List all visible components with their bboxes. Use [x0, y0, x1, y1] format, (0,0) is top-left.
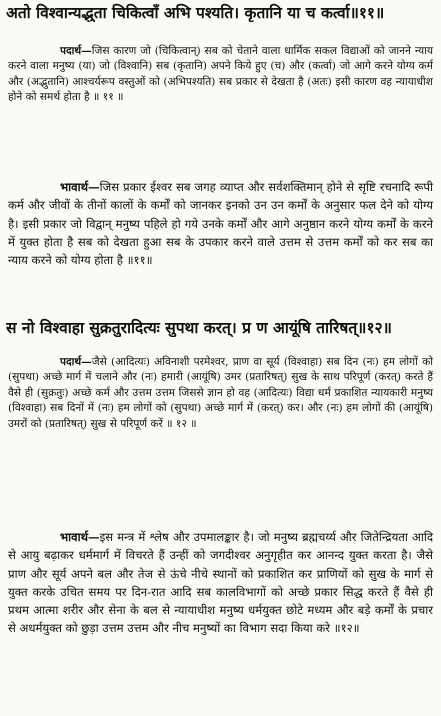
padartha-label: पदार्थ— — [60, 45, 92, 57]
verse-11-mantra: अतो विश्वान्यद्भुता चिकित्वाँ अभि पश्यति। कृतानि या च कर्त्वा॥११॥ — [6, 3, 385, 22]
bhavartha-text: इस मन्त्र में श्लेष और उपमालङ्कार है। जो मनुष्य ब्रह्मचर्य्य और जितेन्द्रियता आदि से आयु बढ़ाकर धर्ममार्ग में विचरते हैं उन्हीं को जगदीश्वर अनुगृहीत कर आनन्द युक्त करता है। जैसे प्राण और सूर्य अपने बल और तेज से ऊंचे नीचे स्थानों को प्रकाशित कर प्राणियों को सुख के मार्ग से युक्त करके उचित समय पर दिन-रात आदि सब कालविभागों को अच्छे प्रकार सिद्ध करते हैं वैसे ही प्रथम आत्मा शरीर और सेना के बल से न्यायाधीश मनुष्य धर्मयुक्त छोटे मध्यम और बड़े कर्मों के प्रचार से अधर्मयुक्त को छुड़ा उत्तम उत्तम और नीच मनुष्यों का विभाग सदा किया करे ॥१२॥ — [8, 530, 433, 636]
padartha-label: पदार्थ— — [60, 356, 92, 368]
padartha-text: जिस कारण जो (चिकित्वान्) सब को चेताने वाला धार्मिक सकल विद्याओं को जानने न्याय करने वाला मनुष्य (या) जो (विश्वानि) सब (कृतानि) अपने किये हुए (च) और (कर्त्वा) जो आगे करने योग्य कर्म और (अद्भुतानि) आश्चर्यरूप वस्तुओं को (अभिपश्यति) सब प्रकार से देखता है (अतः) इसी कारण वह न्यायाधीश होने को समर्थ होता है ॥ ११ ॥ — [8, 45, 433, 104]
verse-11-bhavartha — [8, 178, 433, 269]
verse-12-padartha — [8, 355, 433, 432]
bhavartha-label: भावार्थ— — [60, 530, 100, 544]
verse-12-bhavartha — [8, 528, 433, 638]
padartha-text: जैसे (आदित्यः) अविनाशी परमेश्वर, प्राण वा सूर्य (विश्वाहा) सब दिन (नः) हम लोगों को (सुपथा) अच्छे मार्ग में चलाने और (नः) हमारी (आयूंषि) उमर (प्रतारिषत्) सुख के साथ परिपूर्ण (करत्) करते हैं वैसे ही (सुक्रतुः) अच्छे कर्म और उत्तम उत्तम जिससे ज्ञान हो वह (आदित्यः) विद्या धर्म प्रकाशित न्यायकारी मनुष्य (विश्वाहा) सब दिनों में (नः) हम लोगों को (सुपथा) अच्छे मार्ग में (करत्) कर। और (नः) हम लोगों की (आयूंषि) उमरों को (प्रतारिषत्) सुख से परिपूर्ण करें ॥ १२ ॥ — [8, 356, 433, 430]
bhavartha-label: भावार्थ— — [60, 180, 100, 194]
verse-12-mantra: स नो विश्वाहा सुक्रतुरादित्यः सुपथा करत्। प्र ण आयूंषि तारिषत्॥१२॥ — [6, 318, 392, 337]
verse-11-padartha — [8, 44, 433, 106]
bhavartha-text: जिस प्रकार ईश्वर सब जगह व्याप्त और सर्वशक्तिमान् होने से सृष्टि रचनादि रूपी कर्म और जीवों के तीनों कालों के कर्मों को जानकर इनको उन उन कर्मों के अनुसार फल देने को योग्य है। इसी प्रकार जो विद्वान् मनुष्य पहिले हो गये उनके कर्मों और आगे अनुष्ठान करने योग्य कर्मों के करने में युक्त होता है सब को देखता हुआ सब के उपकार करने वाले उत्तम से उत्तम कर्मों को कर सब का न्याय करने को योग्य होता है ॥११॥ — [8, 180, 433, 268]
